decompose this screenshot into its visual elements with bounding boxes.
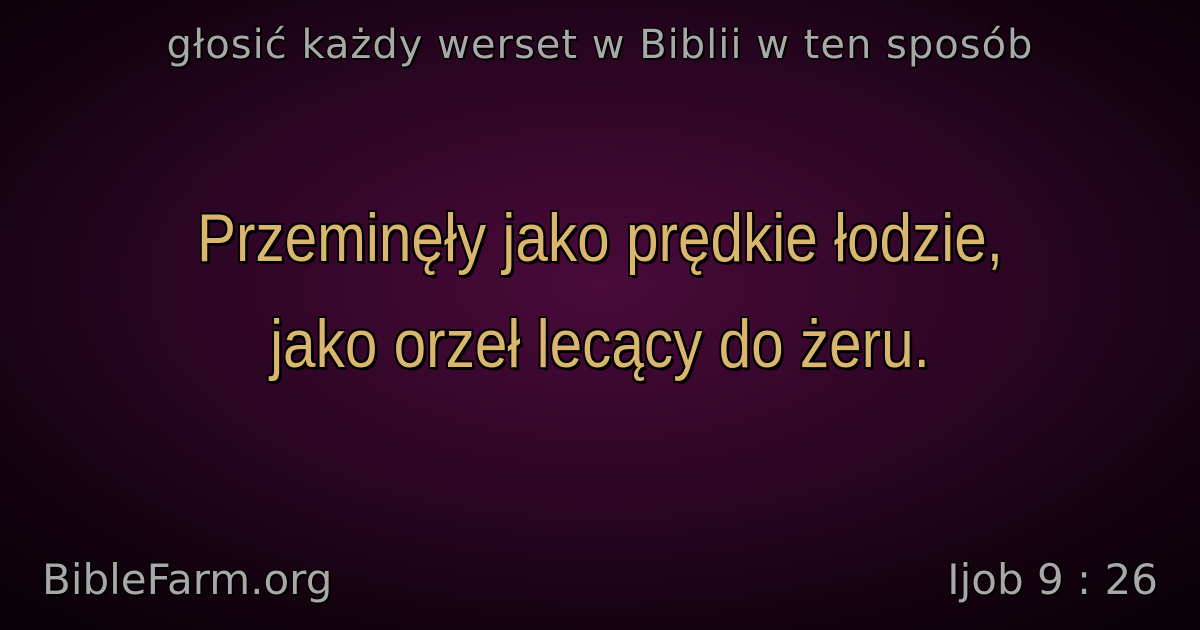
- verse-line-2: jako orzeł lecący do żeru.: [270, 306, 930, 382]
- verse-reference: Ijob 9 : 26: [947, 555, 1158, 604]
- verse-text: [40, 185, 1160, 397]
- tagline: głosić każdy werset w Biblii w ten sposób: [166, 22, 1034, 68]
- site-name: BibleFarm.org: [42, 555, 333, 604]
- verse-line-1: Przeminęły jako prędkie łodzie,: [196, 200, 1004, 276]
